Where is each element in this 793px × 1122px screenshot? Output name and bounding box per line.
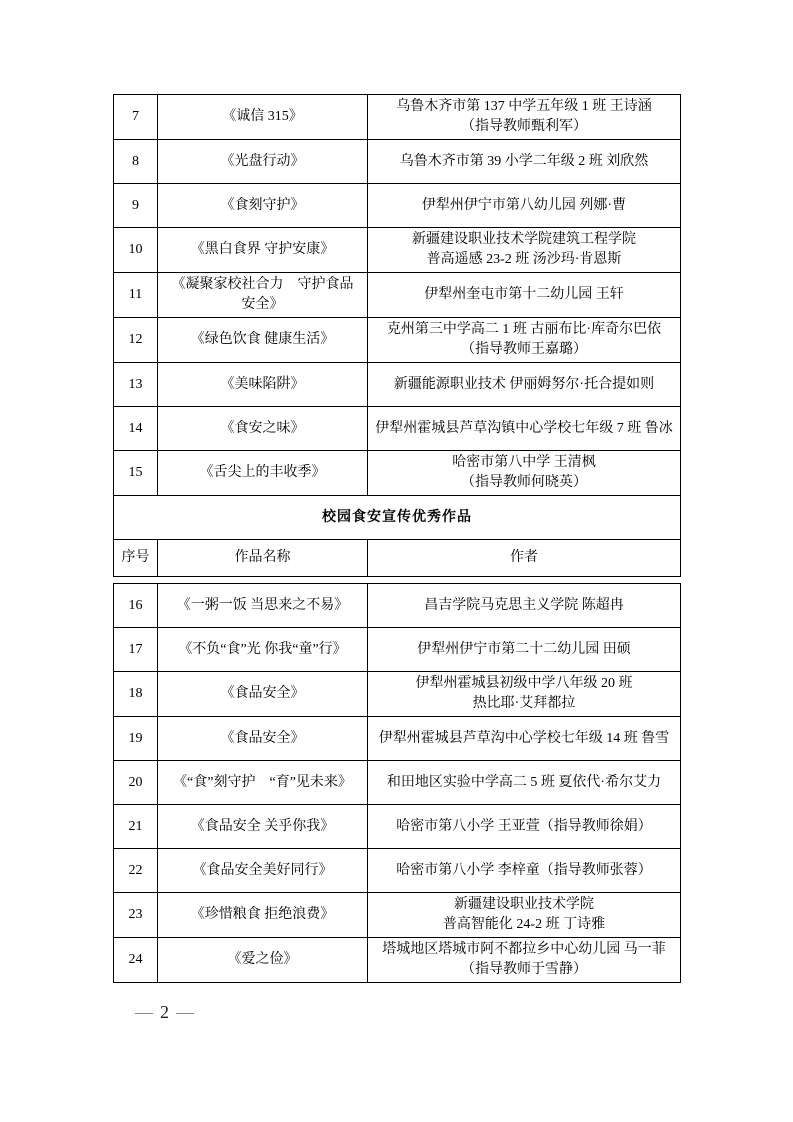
work-title-cell	[158, 95, 368, 140]
author-line: 塔城地区塔城市阿不都拉乡中心幼儿园 马一菲	[382, 942, 666, 957]
author-line: 乌鲁木齐市第 137 中学五年级 1 班 王诗涵	[396, 99, 652, 114]
author-cell	[368, 363, 681, 407]
work-title-cell	[158, 805, 368, 849]
work-title-line: 《诚信 315》	[222, 109, 303, 124]
author-cell	[368, 761, 681, 805]
author-line: 普高智能化 24-2 班 丁诗雅	[442, 917, 606, 932]
table-row	[114, 893, 681, 938]
work-title-cell	[158, 893, 368, 938]
row-number-cell: 18	[114, 672, 158, 717]
author-cell	[368, 584, 681, 628]
column-header-no: 序号	[114, 540, 158, 577]
row-number-cell: 24	[114, 938, 158, 983]
awards-table-bottom	[113, 583, 681, 983]
author-line: 克州第三中学高二 1 班 古丽布比·库奇尔巴依	[386, 322, 662, 337]
table-row	[114, 363, 681, 407]
table-row	[114, 805, 681, 849]
section-and-header	[114, 496, 681, 577]
author-line: （指导教师王嘉璐）	[461, 342, 587, 357]
author-cell	[368, 628, 681, 672]
page-number-left-dash: —	[135, 1002, 153, 1022]
table-row	[114, 451, 681, 496]
work-title-line: 《不负“食”光 你我“童”行》	[178, 641, 347, 657]
page-number-right-dash: —	[176, 1002, 194, 1022]
author-line: 伊犁州霍城县芦草沟中心学校七年级 14 班 鲁雪	[378, 730, 670, 746]
work-title-line: 《绿色饮食 健康生活》	[190, 332, 335, 347]
author-line: 乌鲁木齐市第 39 小学二年级 2 班 刘欣然	[399, 153, 649, 169]
author-line: 热比耶·艾拜都拉	[472, 696, 576, 711]
work-title-cell	[158, 717, 368, 761]
row-number-cell: 21	[114, 805, 158, 849]
author-cell	[368, 893, 681, 938]
work-title-cell	[158, 407, 368, 451]
work-title-cell	[158, 938, 368, 983]
work-title-line: 《一粥一饭 当思来之不易》	[176, 597, 349, 613]
work-title-line: 《凝聚家校社合力 守护食品	[171, 277, 354, 292]
row-number-cell: 16	[114, 584, 158, 628]
work-title-cell	[158, 451, 368, 496]
work-title-line: 《爱之俭》	[227, 952, 298, 967]
table-row	[114, 318, 681, 363]
table-row	[114, 584, 681, 628]
author-line: 新疆建设职业技术学院建筑工程学院	[412, 232, 636, 247]
page-number-value: 2	[160, 1002, 169, 1022]
work-title-line: 《“食”刻守护 “育”见未来》	[173, 774, 352, 790]
author-line: 和田地区实验中学高二 5 班 夏依代·希尔艾力	[386, 774, 662, 790]
work-title-cell	[158, 184, 368, 228]
column-header-title: 作品名称	[158, 540, 368, 577]
author-line: 哈密市第八小学 李梓童（指导教师张蓉）	[396, 862, 652, 878]
awards-table-top	[113, 94, 681, 577]
section-title-row	[114, 496, 681, 540]
work-title-cell	[158, 849, 368, 893]
row-number-cell: 9	[114, 184, 158, 228]
table-row	[114, 672, 681, 717]
work-title-line: 《黑白食界 守护安康》	[190, 242, 335, 257]
work-title-line: 《舌尖上的丰收季》	[199, 465, 326, 480]
table-row	[114, 628, 681, 672]
work-title-line: 《食刻守护》	[220, 197, 305, 213]
row-number-cell: 8	[114, 140, 158, 184]
author-line: 伊犁州霍城县芦草沟镇中心学校七年级 7 班 鲁冰	[375, 420, 673, 436]
author-cell	[368, 273, 681, 318]
work-title-line: 《美味陷阱》	[220, 376, 305, 392]
author-line: 哈密市第八中学 王清枫	[452, 455, 596, 470]
row-number-cell: 17	[114, 628, 158, 672]
table-row	[114, 140, 681, 184]
row-number-cell: 13	[114, 363, 158, 407]
author-cell	[368, 805, 681, 849]
table-row	[114, 407, 681, 451]
page-number	[135, 1001, 194, 1023]
author-cell	[368, 95, 681, 140]
table-row	[114, 849, 681, 893]
author-cell	[368, 938, 681, 983]
author-line: （指导教师甄利军）	[461, 119, 587, 134]
author-line: （指导教师何晓英）	[461, 475, 587, 490]
work-title-cell	[158, 584, 368, 628]
table-row	[114, 228, 681, 273]
row-number-cell: 10	[114, 228, 158, 273]
row-number-cell: 7	[114, 95, 158, 140]
row-number-cell: 19	[114, 717, 158, 761]
work-title-cell	[158, 761, 368, 805]
work-title-cell	[158, 672, 368, 717]
row-number-cell: 12	[114, 318, 158, 363]
author-line: 新疆建设职业技术学院	[454, 897, 594, 912]
author-line: 伊犁州伊宁市第二十二幼儿园 田硕	[417, 641, 631, 657]
table-row	[114, 938, 681, 983]
author-cell	[368, 672, 681, 717]
awards-table-top-body	[114, 95, 681, 496]
awards-table-bottom-body	[114, 584, 681, 983]
work-title-cell	[158, 628, 368, 672]
work-title-line: 《食品安全美好同行》	[192, 862, 333, 878]
row-number-cell: 22	[114, 849, 158, 893]
author-cell	[368, 849, 681, 893]
section-title: 校园食安宣传优秀作品	[114, 496, 681, 540]
row-number-cell: 11	[114, 273, 158, 318]
author-line: 普高遥感 23-2 班 汤沙玛·肯恩斯	[426, 252, 622, 267]
column-header-author: 作者	[368, 540, 681, 577]
work-title-cell	[158, 228, 368, 273]
author-line: 伊犁州伊宁市第八幼儿园 列娜·曹	[421, 197, 627, 213]
author-line: 新疆能源职业技术 伊丽姆努尔·托合提如则	[393, 376, 655, 392]
author-cell	[368, 451, 681, 496]
author-cell	[368, 140, 681, 184]
table-row	[114, 184, 681, 228]
table-row	[114, 95, 681, 140]
row-number-cell: 14	[114, 407, 158, 451]
table-row	[114, 717, 681, 761]
row-number-cell: 15	[114, 451, 158, 496]
row-number-cell: 20	[114, 761, 158, 805]
author-line: 哈密市第八小学 王亚萱（指导教师徐娟）	[396, 818, 652, 834]
work-title-line: 《光盘行动》	[220, 153, 305, 169]
work-title-line: 《食品安全》	[220, 686, 305, 701]
work-title-cell	[158, 363, 368, 407]
author-line: （指导教师于雪静）	[461, 962, 587, 977]
author-line: 昌吉学院马克思主义学院 陈超冉	[424, 597, 624, 613]
author-cell	[368, 184, 681, 228]
row-number-cell: 23	[114, 893, 158, 938]
work-title-cell	[158, 273, 368, 318]
author-cell	[368, 407, 681, 451]
author-cell	[368, 717, 681, 761]
author-cell	[368, 318, 681, 363]
work-title-line: 《食品安全 关乎你我》	[190, 818, 335, 834]
table-row	[114, 273, 681, 318]
table-row	[114, 761, 681, 805]
author-cell	[368, 228, 681, 273]
column-header-row	[114, 540, 681, 577]
author-line: 伊犁州奎屯市第十二幼儿园 王轩	[424, 287, 624, 302]
work-title-line: 《食安之味》	[220, 420, 305, 436]
awards-tables-region	[113, 94, 680, 983]
author-line: 伊犁州霍城县初级中学八年级 20 班	[415, 676, 633, 691]
work-title-line: 安全》	[241, 297, 284, 312]
work-title-line: 《珍惜粮食 拒绝浪费》	[190, 907, 335, 922]
work-title-cell	[158, 140, 368, 184]
work-title-cell	[158, 318, 368, 363]
work-title-line: 《食品安全》	[220, 730, 305, 746]
